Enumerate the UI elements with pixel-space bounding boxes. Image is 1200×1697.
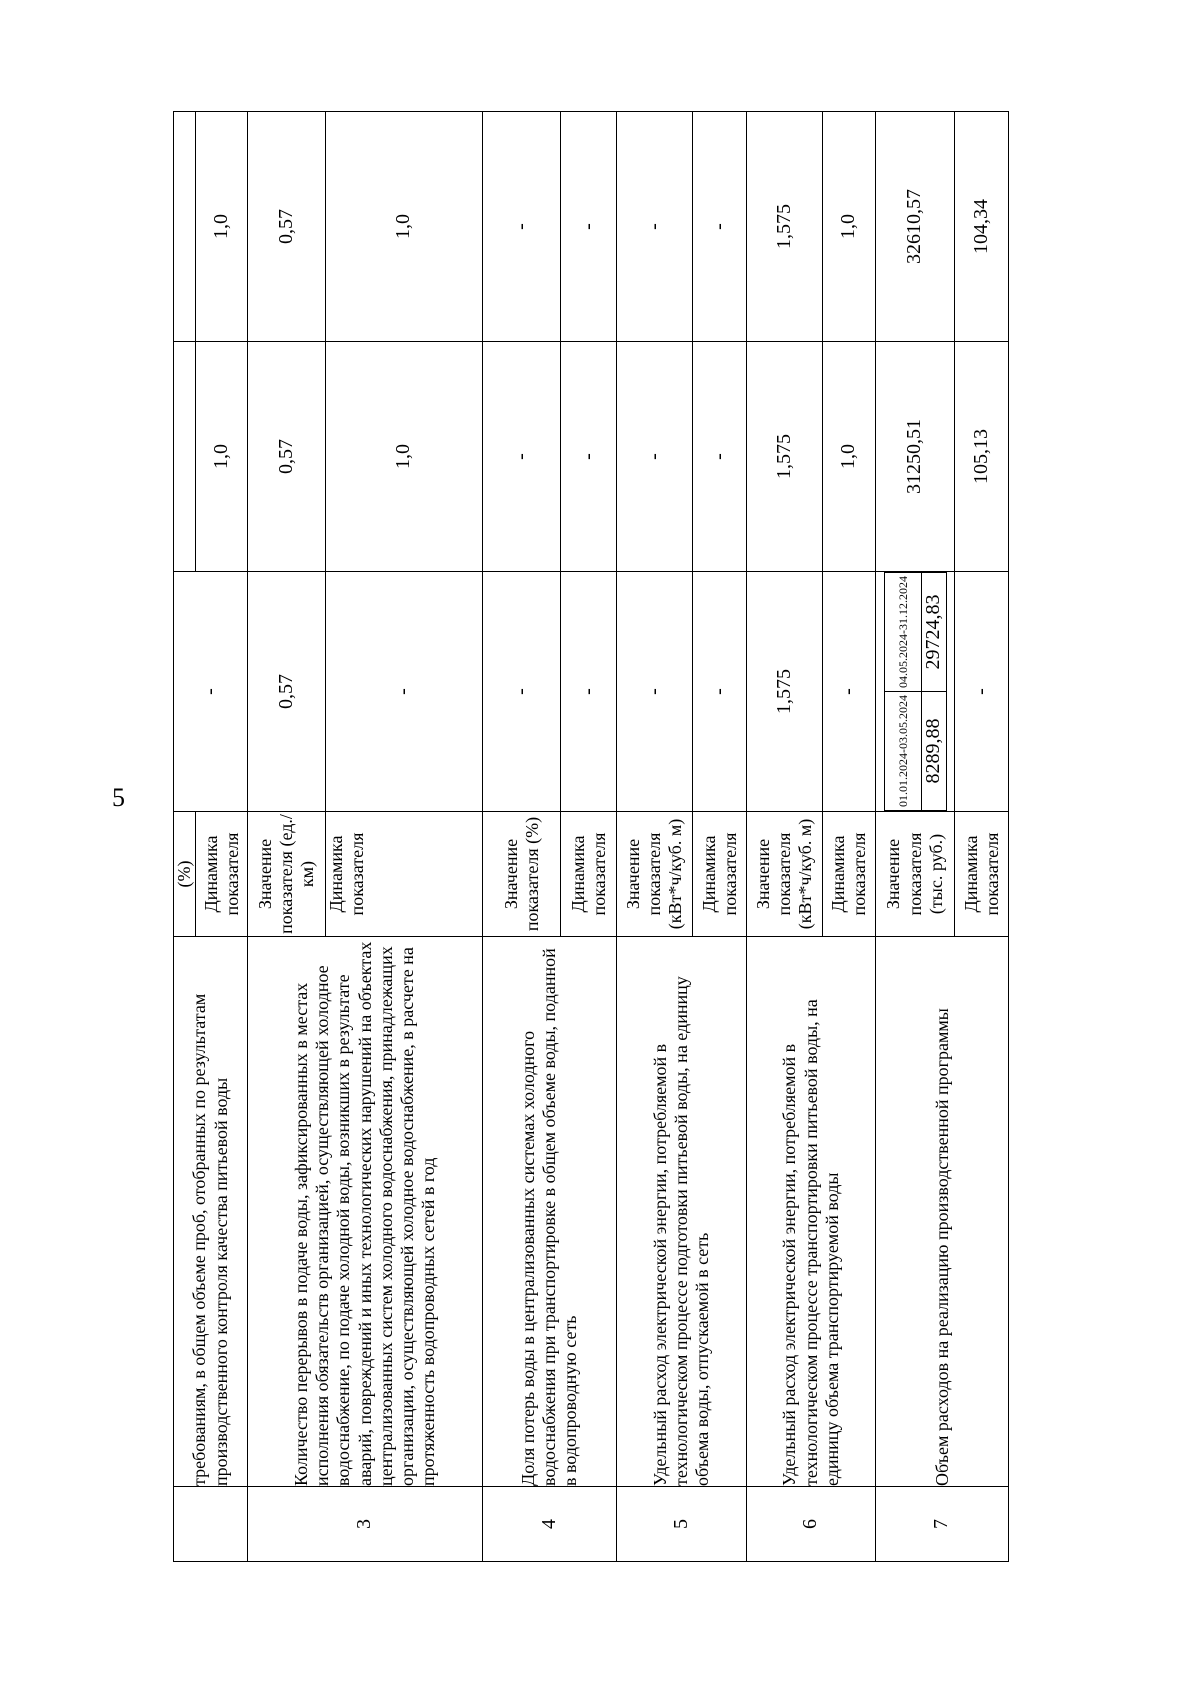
row-number: 7 bbox=[876, 1487, 1009, 1562]
value-cell: - bbox=[326, 572, 483, 812]
value-cell: - bbox=[823, 572, 876, 812]
value-cell: - bbox=[483, 112, 561, 342]
indicators-table bbox=[173, 111, 1009, 1562]
row-number: 4 bbox=[483, 1487, 617, 1562]
split-value-cell bbox=[876, 572, 955, 812]
indicator-label: Динамика показателя bbox=[955, 812, 1009, 937]
value-cell: - bbox=[617, 572, 693, 812]
indicator-label: Значение показателя (кВт*ч/куб. м) bbox=[617, 812, 693, 937]
row-number: 6 bbox=[747, 1487, 876, 1562]
row-number: 5 bbox=[617, 1487, 747, 1562]
row-description: Удельный расход электрической энергии, потребляемой в технологическом процессе транспортировки питьевой воды, на единицу объема транспортируемой воды bbox=[747, 937, 876, 1487]
row-description: требованиям, в общем объеме проб, отобранных по результатам производственного контроля качества питьевой воды bbox=[174, 937, 248, 1487]
value-cell: - bbox=[483, 342, 561, 572]
period-label: 04.05.2024-31.12.2024 bbox=[884, 573, 921, 692]
value-cell: - bbox=[561, 342, 617, 572]
value-cell: 31250,51 bbox=[876, 342, 955, 572]
value-cell: 104,34 bbox=[955, 112, 1009, 342]
table-row bbox=[483, 112, 561, 1562]
row-number bbox=[174, 1487, 248, 1562]
period-value: 29724,83 bbox=[921, 573, 946, 692]
row-description: Объем расходов на реализацию производственной программы bbox=[876, 937, 1009, 1487]
value-cell: - bbox=[617, 342, 693, 572]
value-cell: - bbox=[693, 342, 747, 572]
row-description: Удельный расход электрической энергии, потребляемой в технологическом процессе подготовки питьевой воды, на единицу объема воды, отпускаемой в сеть bbox=[617, 937, 747, 1487]
table-row bbox=[617, 112, 693, 1562]
period-label: 01.01.2024-03.05.2024 bbox=[884, 692, 921, 811]
value-cell: 1,0 bbox=[196, 342, 248, 572]
table-row bbox=[174, 112, 196, 1562]
page-number: 5 bbox=[112, 783, 125, 812]
value-cell: - bbox=[174, 572, 248, 812]
value-cell: 1,0 bbox=[823, 112, 876, 342]
indicator-label: Значение показателя (ед./км) bbox=[248, 812, 326, 937]
row-description: Доля потерь воды в централизованных системах холодного водоснабжения при транспортировке в общем объеме воды, поданной в водопроводную сеть bbox=[483, 937, 617, 1487]
indicator-label: Значение показателя (%) bbox=[483, 812, 561, 937]
value-cell: - bbox=[617, 112, 693, 342]
indicator-label: Динамика показателя bbox=[326, 812, 483, 937]
value-cell bbox=[174, 342, 196, 572]
indicator-label: Значение показателя (кВт*ч/куб. м) bbox=[747, 812, 823, 937]
value-cell: - bbox=[561, 112, 617, 342]
value-cell: - bbox=[693, 112, 747, 342]
value-cell: 32610,57 bbox=[876, 112, 955, 342]
indicator-label: Значение показателя (тыс. руб.) bbox=[876, 812, 955, 937]
value-cell: 1,0 bbox=[196, 112, 248, 342]
value-cell: 105,13 bbox=[955, 342, 1009, 572]
value-cell: 1,0 bbox=[823, 342, 876, 572]
value-cell: 1,575 bbox=[747, 112, 823, 342]
indicator-label: Динамика показателя bbox=[561, 812, 617, 937]
value-cell: 0,57 bbox=[248, 572, 326, 812]
period-value: 8289,88 bbox=[921, 692, 946, 811]
rotated-table-container bbox=[173, 112, 1083, 1562]
indicator-label: Динамика показателя bbox=[823, 812, 876, 937]
table-row bbox=[876, 112, 955, 1562]
value-cell: 1,575 bbox=[747, 572, 823, 812]
value-cell bbox=[174, 112, 196, 342]
value-cell: - bbox=[561, 572, 617, 812]
value-cell: 1,0 bbox=[326, 112, 483, 342]
table-row bbox=[248, 112, 326, 1562]
row-description: Количество перерывов в подаче воды, зафиксированных в местах исполнения обязательств организацией, осуществляющей холодное водоснабжение, по подаче холодной воды, возникших в результате аварий, повреждений и иных технологических нарушений на объектах централизованных систем холодного водоснабжения, принадлежащих организации, осуществляющей холодное водоснабжение, в расчете на протяженность водопроводных сетей в год bbox=[248, 937, 483, 1487]
value-cell: 0,57 bbox=[248, 342, 326, 572]
value-cell: 1,0 bbox=[326, 342, 483, 572]
value-cell: 1,575 bbox=[747, 342, 823, 572]
period-subtable bbox=[884, 572, 947, 811]
table-row bbox=[747, 112, 823, 1562]
value-cell: - bbox=[483, 572, 561, 812]
indicator-label: Динамика показателя bbox=[693, 812, 747, 937]
value-cell: - bbox=[693, 572, 747, 812]
indicator-label: Динамика показателя bbox=[196, 812, 248, 937]
row-number: 3 bbox=[248, 1487, 483, 1562]
value-cell: - bbox=[955, 572, 1009, 812]
value-cell: 0,57 bbox=[248, 112, 326, 342]
indicator-label: (%) bbox=[174, 812, 196, 937]
